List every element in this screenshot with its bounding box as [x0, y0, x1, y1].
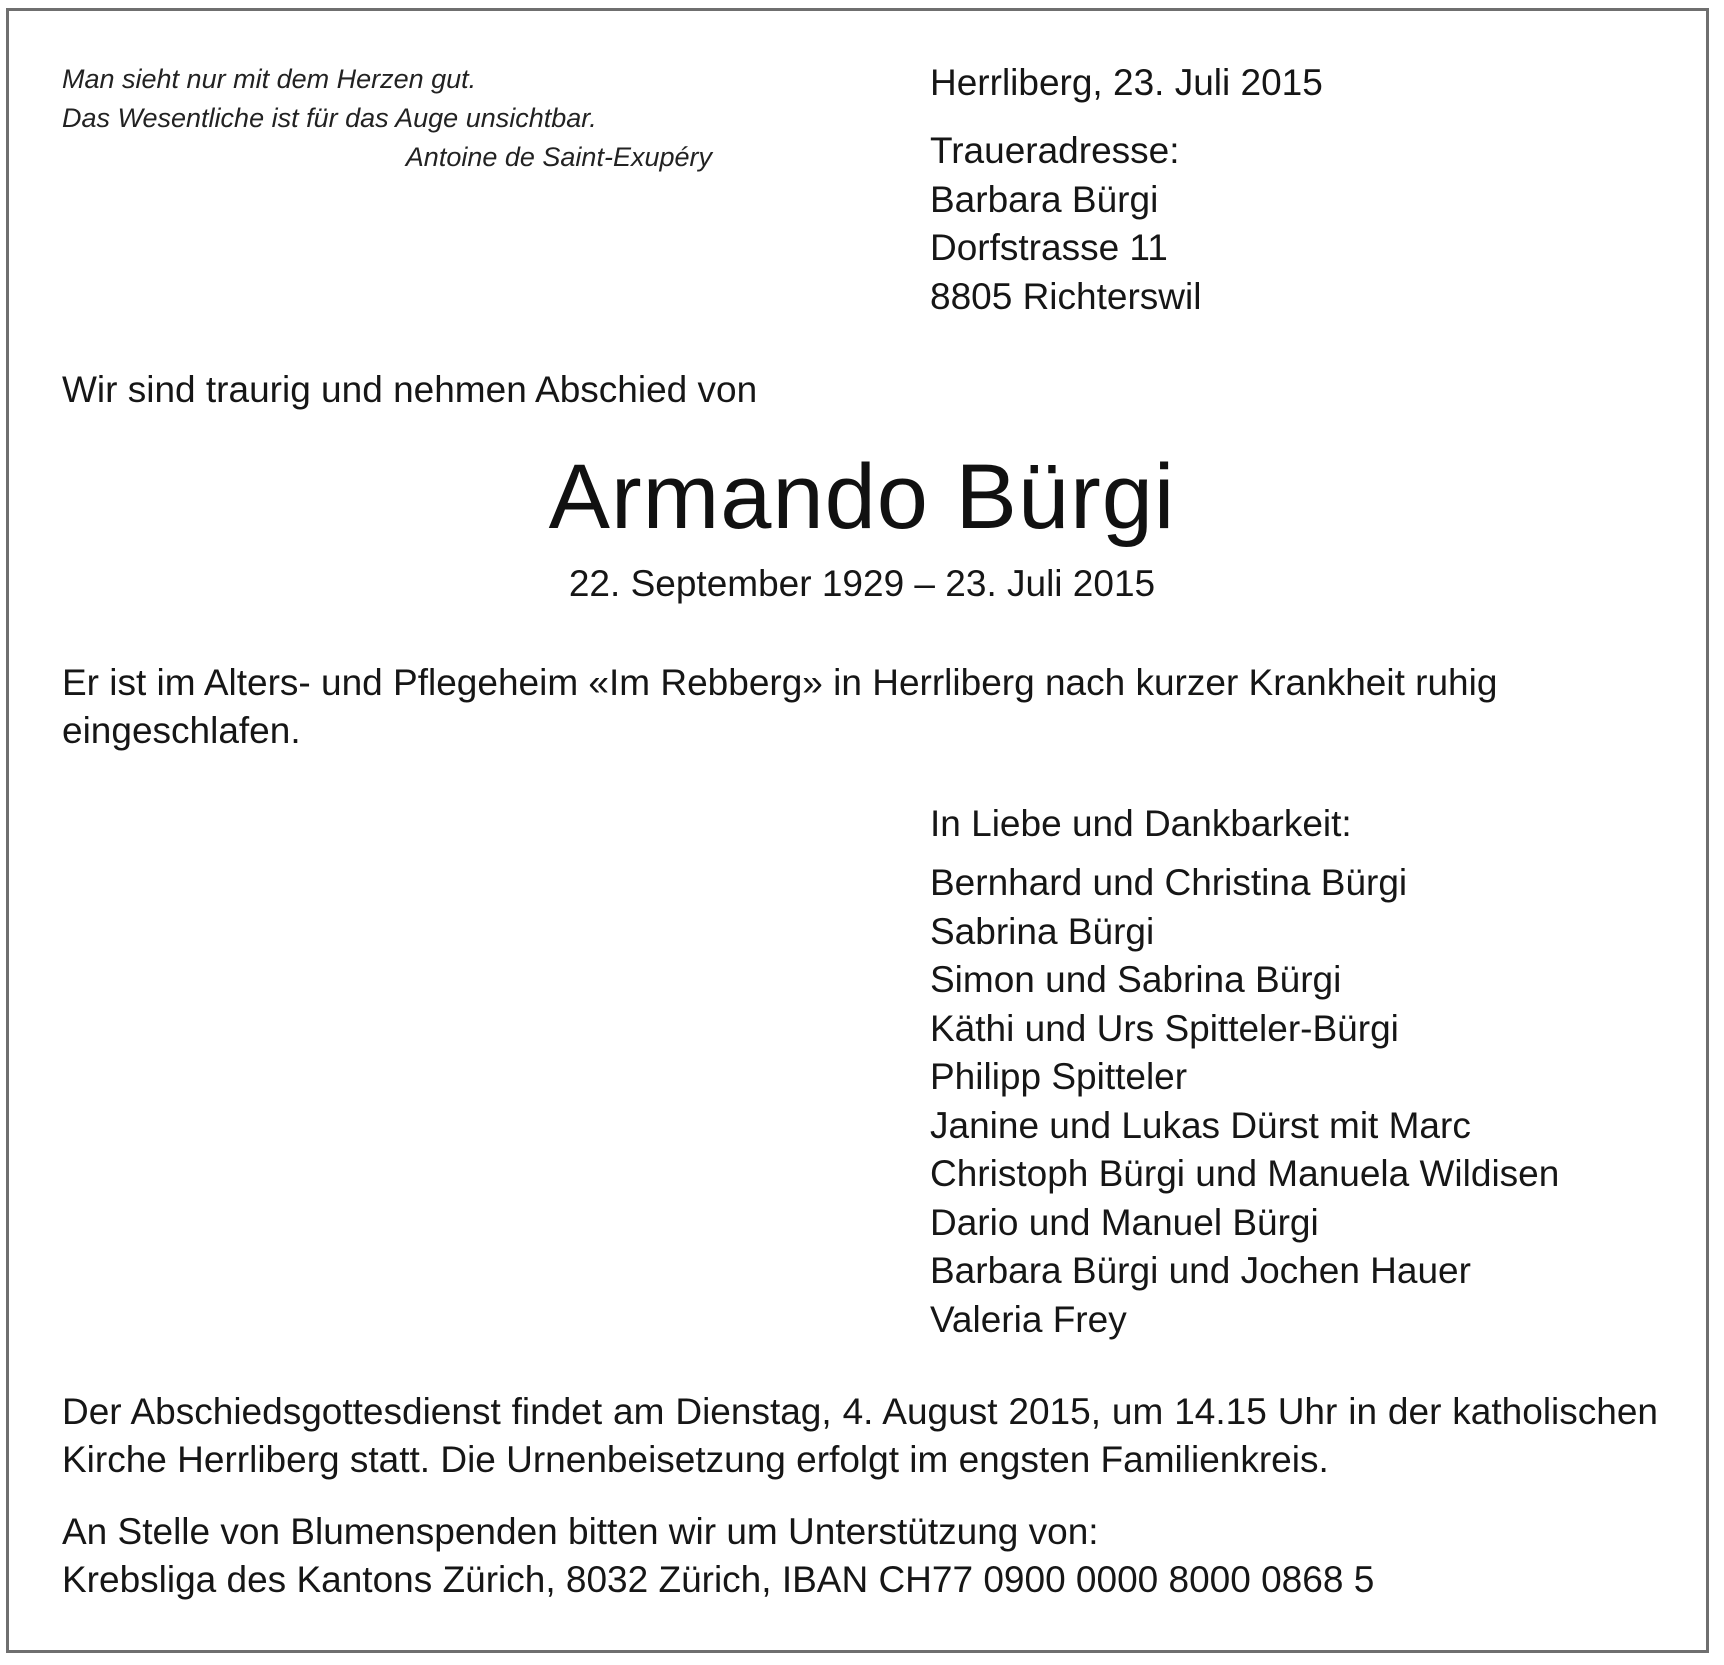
mourner-name: Philipp Spitteler — [930, 1056, 1188, 1097]
passing-text: Er ist im Alters- und Pflegeheim «Im Rebberg» in Herrliberg nach kurzer Krankheit ruhig eingeschlafen. — [62, 662, 1498, 751]
address-name: Barbara Bürgi — [930, 178, 1159, 220]
mourners-list — [930, 859, 1559, 1344]
mourner-name: Barbara Bürgi und Jochen Hauer — [930, 1250, 1471, 1291]
life-dates: 22. September 1929 – 23. Juli 2015 — [568, 563, 1156, 604]
address-city: 8805 Richterswil — [930, 275, 1202, 317]
mourning-address — [930, 127, 1201, 321]
mourner-name: Bernhard und Christina Bürgi — [930, 862, 1408, 903]
mourner-name: Dario und Manuel Bürgi — [930, 1201, 1319, 1243]
donation-bank-details: Krebsliga des Kantons Zürich, 8032 Zürich, IBAN CH77 0900 0000 8000 0868 5 — [62, 1559, 1375, 1600]
deceased-name: Armando Bürgi — [548, 446, 1176, 548]
mourner-name: Janine und Lukas Dürst mit Marc — [930, 1104, 1471, 1146]
donation-info — [62, 1508, 1374, 1604]
place-date: Herrliberg, 23. Juli 2015 — [930, 62, 1323, 103]
mourner-name: Sabrina Bürgi — [930, 910, 1155, 952]
motto-line-2: Das Wesentliche ist für das Auge unsichtbar. — [62, 103, 597, 133]
address-heading: Traueradresse: — [930, 130, 1180, 171]
mourner-name: Valeria Frey — [930, 1298, 1127, 1340]
intro-text: Wir sind traurig und nehmen Abschied von — [62, 369, 758, 410]
donation-request: An Stelle von Blumenspenden bitten wir um Unterstützung von: — [62, 1511, 1099, 1552]
mourners-heading: In Liebe und Dankbarkeit: — [930, 803, 1352, 844]
mourner-name: Simon und Sabrina Bürgi — [930, 959, 1342, 1000]
address-street: Dorfstrasse 11 — [930, 227, 1168, 268]
mourner-name: Christoph Bürgi und Manuela Wildisen — [930, 1153, 1560, 1194]
motto-line-1: Man sieht nur mit dem Herzen gut. — [62, 64, 477, 94]
motto-author: Antoine de Saint-Exupéry — [405, 142, 712, 172]
mourner-name: Käthi und Urs Spitteler-Bürgi — [930, 1007, 1399, 1049]
service-info: Der Abschiedsgottesdienst findet am Dienstag, 4. August 2015, um 14.15 Uhr in der katholischen Kirche Herrliberg statt. Die Urnenbeisetzung erfolgt im engsten Familienkreis. — [62, 1391, 1658, 1480]
motto-quote — [62, 60, 712, 177]
